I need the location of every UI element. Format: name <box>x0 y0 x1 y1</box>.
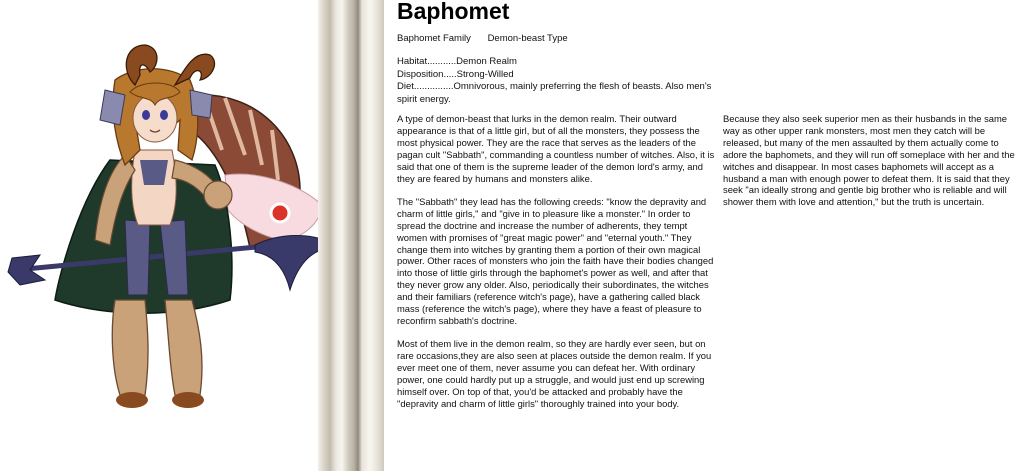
right-horn <box>175 54 215 85</box>
text-page <box>384 0 1024 471</box>
type-label: Demon-beast Type <box>487 33 568 44</box>
disposition-row <box>397 69 717 82</box>
classification-line <box>397 33 582 44</box>
right-leg <box>165 300 202 399</box>
paragraph-4: Because they also seek superior men as their husbands in the same way as other upper rank monsters, most men they catch will be released, but many of the men assaulted by them actually come to adore the baphomets, and they will run off someplace with her and the witches and disappear. In most cases baphomets will accept as a husband a man with enough power to defeat them. It is said that they seek "an ideally strong and gentle big brother who is reliable and will shower them with love and attention," but the truth is uncertain. <box>723 113 1015 208</box>
habitat-row <box>397 56 717 69</box>
diet-dots: ............... <box>413 81 454 92</box>
habitat-value: Demon Realm <box>456 56 517 67</box>
paragraph-2: The "Sabbath" they lead has the following creeds: "know the depravity and charm of little girls," and "give in to pleasure like a monster." In order to spread the doctrine and increase the number of adherents, they tempt women with promises of "great magic power" and "eternal youth." They change them into witches by granting them a portion of their own magical power. Other races of monsters who join the faith have their bodies changed into those of little girls through the baphomet's power as well, and after that they never grow any older. Also, periodically their subordinates, the witches and their familiars (reference witch's page), have a gathering called black mass (reference the witch's page), where they have a feast of pleasure to reconfirm sabbath's doctrine. <box>397 195 714 326</box>
disposition-label: Disposition <box>397 68 444 80</box>
family-label: Baphomet Family <box>397 33 471 44</box>
disposition-value: Strong-Willed <box>456 68 514 80</box>
diet-value: Omnivorous, mainly preferring the flesh of beasts. Also men's spirit energy. <box>397 81 712 105</box>
diet-row <box>397 81 717 106</box>
diet-label: Diet <box>397 81 414 92</box>
baphomet-illustration <box>0 0 318 471</box>
illustration-page <box>0 0 318 471</box>
paragraph-1: A type of demon-beast that lurks in the demon realm. Their outward appearance is that of a little girl, but of all the monsters, they possess the most physical power. They are the race that serves as the leaders of the pagan cult "Sabbath", commanding a countless number of witches. Also, it is said that one of them is the supreme leader of the demon lord's army, and they are feared by humans and monsters alike. <box>397 113 715 184</box>
flag-emblem <box>271 204 289 222</box>
scythe-blade-right <box>255 236 318 290</box>
monster-title: Baphomet <box>397 0 510 24</box>
description-column-right <box>723 113 1015 220</box>
left-leg <box>112 300 148 399</box>
paragraph-3: Most of them live in the demon realm, so they are hardly ever seen, but on rare occasions,they are also seen at places outside the demon realm. If you ever meet one of them, never assume you can defeat her. With ordinary power, one could hardly put up a struggle, and would just end up screwing himself over. On top of that, you'd be attacked and probably have the "depravity and charm of little girls" thoroughly trained into your body. <box>397 338 712 409</box>
paw <box>204 181 232 209</box>
description-column-left <box>397 113 719 421</box>
left-hoof <box>116 392 148 408</box>
right-hoof <box>172 392 204 408</box>
stats-block <box>397 56 717 106</box>
book-spine <box>318 0 384 471</box>
habitat-dots: ........... <box>427 56 457 67</box>
disposition-dots: ..... <box>443 68 457 80</box>
habitat-label: Habitat <box>397 56 428 67</box>
